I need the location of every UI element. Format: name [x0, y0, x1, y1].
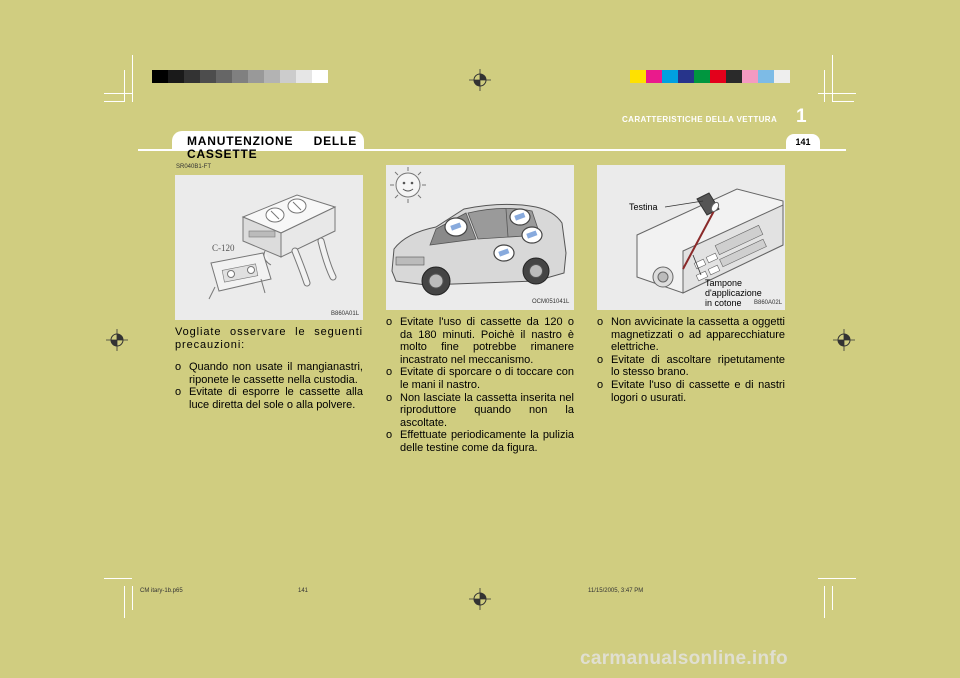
figure-cassette-care — [175, 175, 363, 320]
chapter-number: 1 — [796, 106, 807, 127]
crop-mark — [124, 586, 125, 618]
bullet: o — [175, 361, 182, 374]
list-item: o Non avvicinate la cassetta a oggetti magnetizzati o ad apparecchiature elettriche. — [597, 316, 785, 354]
list-item: o Evitate di esporre le cassette alla luce diretta del sole o alla polvere. — [175, 386, 363, 411]
label-swab-line3: in cotone — [705, 298, 742, 308]
color-swatch — [758, 70, 774, 83]
gray-swatch — [248, 70, 264, 83]
text-column-3 — [597, 316, 785, 404]
bullet: o — [597, 353, 604, 366]
bullet: o — [597, 378, 604, 391]
figure-code: OCM051041L — [532, 299, 570, 305]
sun-icon — [390, 167, 426, 203]
color-swatch — [646, 70, 662, 83]
label-swab-line1: Tampone — [705, 278, 743, 288]
intro-text: Vogliate osservare le seguenti precauzioni: — [175, 326, 363, 351]
list-item: o Quando non usate il mangianastri, riponete le cassette nella custodia. — [175, 361, 363, 386]
bullet: o — [386, 391, 393, 404]
list-item: o Evitate di ascoltare ripetutamente lo stesso brano. — [597, 353, 785, 379]
gray-swatch — [296, 70, 312, 83]
crop-mark — [104, 578, 132, 579]
bullet: o — [386, 366, 393, 379]
section-code: SR040B1-FT — [176, 164, 212, 170]
registration-mark-icon — [833, 329, 855, 351]
list-item: o Effettuate periodicamente la pulizia delle testine come da figura. — [386, 429, 574, 454]
crop-mark — [104, 93, 132, 94]
gray-swatch — [312, 70, 328, 83]
figure-head-cleaning — [597, 165, 785, 310]
gray-swatch — [264, 70, 280, 83]
registration-mark-icon — [469, 69, 491, 91]
cassette-label: C-120 — [212, 243, 235, 253]
list-item: o Non lasciate la cassetta inserita nel riproduttore quando non la ascoltate. — [386, 391, 574, 429]
color-swatch — [742, 70, 758, 83]
crop-mark — [104, 101, 124, 102]
list-item: o Evitate l'uso di cassette e di nastri logori o usurati. — [597, 378, 785, 404]
text-column-2 — [386, 316, 574, 455]
crop-mark — [824, 70, 825, 102]
crop-mark — [132, 55, 133, 102]
list-item: o Evitate l'uso di cassette da 120 o da 180 minuti. Poichè il nastro è molto fine potrebbe rimanere incastrato nel meccanismo. — [386, 316, 574, 366]
crop-mark — [818, 578, 856, 579]
registration-mark-icon — [106, 329, 128, 351]
color-swatch — [678, 70, 694, 83]
watermark: carmanualsonline.info — [580, 648, 788, 669]
car-illustration-icon — [386, 165, 574, 310]
gray-swatch — [280, 70, 296, 83]
crop-mark — [832, 55, 833, 102]
section-title-line1: MANUTENZIONE DELLE — [187, 134, 357, 148]
footer-datetime: 11/15/2005, 3:47 PM — [588, 588, 644, 594]
crop-mark — [832, 586, 833, 610]
crop-mark — [132, 586, 133, 610]
bullet: o — [386, 429, 393, 442]
crop-mark — [818, 93, 856, 94]
label-swab-line2: d'applicazione — [705, 288, 762, 298]
figure-code: B860A01L — [331, 311, 360, 317]
bullet: o — [175, 386, 182, 399]
gray-swatch — [216, 70, 232, 83]
crop-mark — [124, 70, 125, 102]
bullet: o — [597, 316, 604, 328]
gray-swatch — [184, 70, 200, 83]
chapter-title: CARATTERISTICHE DELLA VETTURA — [622, 115, 778, 124]
cassette-illustration-icon — [175, 175, 363, 320]
section-title-line2: CASSETTE — [187, 147, 258, 161]
list-item: o Evitate di sporcare o di toccare con le mani il nastro. — [386, 366, 574, 391]
crop-mark — [832, 101, 854, 102]
color-swatch — [774, 70, 790, 83]
gray-swatch — [232, 70, 248, 83]
footer-file: CM itary-1b.p65 — [140, 588, 183, 594]
gray-swatch — [152, 70, 168, 83]
registration-mark-icon — [469, 588, 491, 610]
label-head: Testina — [629, 202, 658, 212]
figure-code: B860A02L — [754, 300, 783, 306]
bullet: o — [386, 316, 393, 328]
gray-swatch — [168, 70, 184, 83]
gray-swatch — [200, 70, 216, 83]
color-swatch — [726, 70, 742, 83]
footer-page: 141 — [298, 588, 309, 594]
color-swatch — [662, 70, 678, 83]
page-number: 141 — [786, 134, 820, 150]
crop-mark — [824, 586, 825, 618]
figure-car-sun — [386, 165, 574, 310]
color-swatch — [710, 70, 726, 83]
text-column-1 — [175, 326, 363, 412]
color-swatch — [694, 70, 710, 83]
color-swatch — [630, 70, 646, 83]
